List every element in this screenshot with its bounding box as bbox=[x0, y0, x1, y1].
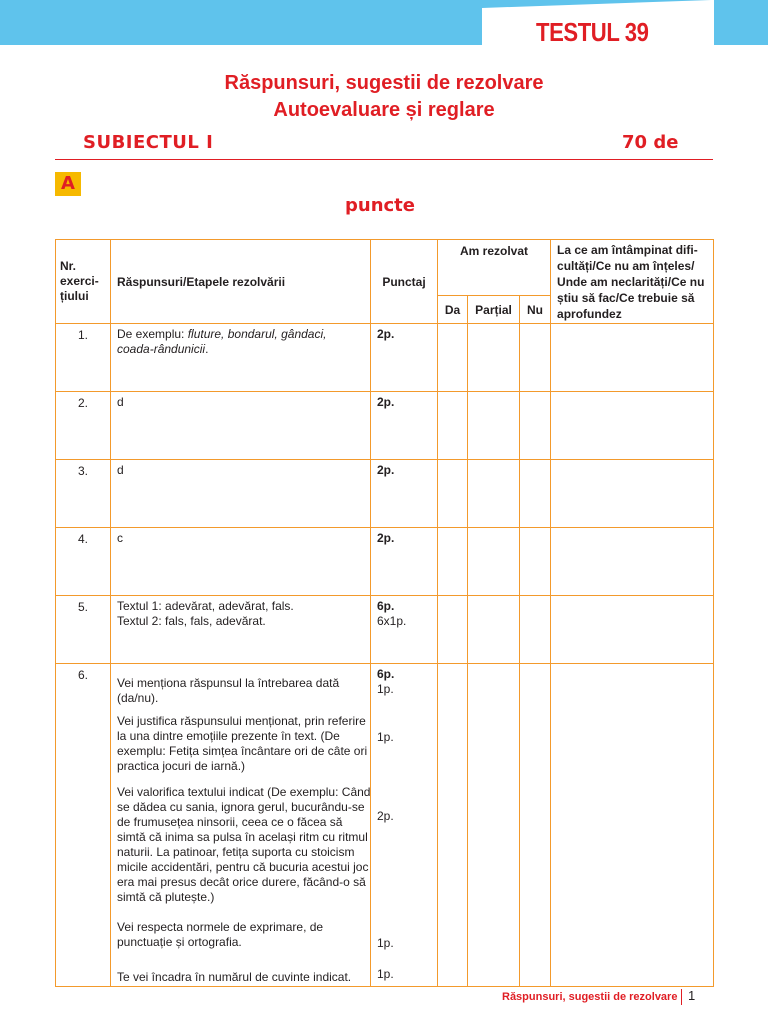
check-partial[interactable] bbox=[468, 392, 520, 460]
header-nr: Nr. exerci-țiului bbox=[56, 240, 111, 324]
check-yes[interactable] bbox=[438, 596, 468, 664]
difficulty-notes[interactable] bbox=[551, 392, 714, 460]
answer-part: Vei menționa răspunsul la întrebarea dată (da/nu). bbox=[117, 676, 340, 705]
footer-title: Răspunsuri, sugestii de rezolvare bbox=[502, 991, 678, 1003]
header-no: Nu bbox=[520, 296, 551, 324]
score-total: 6p. bbox=[377, 599, 395, 613]
difficulty-notes[interactable] bbox=[551, 460, 714, 528]
answer-line: Textul 2: fals, fals, adevărat. bbox=[117, 614, 266, 628]
check-yes[interactable] bbox=[438, 392, 468, 460]
page-title: Răspunsuri, sugestii de rezolvare bbox=[224, 72, 544, 94]
check-yes[interactable] bbox=[438, 460, 468, 528]
check-partial[interactable] bbox=[468, 460, 520, 528]
check-no[interactable] bbox=[520, 460, 551, 528]
check-no[interactable] bbox=[520, 324, 551, 392]
section-badge: A bbox=[55, 172, 81, 196]
row-answer bbox=[111, 324, 371, 392]
answer-italic: fluture, bondarul, gândaci, coada-rândunicii bbox=[117, 327, 327, 356]
row-nr: 3. bbox=[56, 460, 111, 528]
check-yes[interactable] bbox=[438, 528, 468, 596]
table-row bbox=[56, 596, 714, 664]
header-solved: Am rezolvat bbox=[438, 240, 551, 296]
check-no[interactable] bbox=[520, 596, 551, 664]
score-part: 1p. bbox=[377, 936, 394, 950]
difficulty-notes[interactable] bbox=[551, 596, 714, 664]
table-row bbox=[56, 664, 714, 987]
subject-heading: SUBIECTUL I bbox=[83, 132, 214, 153]
row-score: 2p. bbox=[371, 528, 438, 596]
answer-suffix: . bbox=[205, 342, 209, 356]
row-answer: d bbox=[111, 460, 371, 528]
check-no[interactable] bbox=[520, 664, 551, 987]
difficulty-notes[interactable] bbox=[551, 528, 714, 596]
check-partial[interactable] bbox=[468, 596, 520, 664]
header-partial: Parțial bbox=[468, 296, 520, 324]
heading-rule bbox=[55, 159, 713, 160]
header-yes: Da bbox=[438, 296, 468, 324]
row-score: 2p. bbox=[371, 324, 438, 392]
check-yes[interactable] bbox=[438, 324, 468, 392]
score-part: 2p. bbox=[377, 809, 394, 823]
row-answer bbox=[111, 664, 371, 987]
page-number: 1 bbox=[688, 988, 696, 1003]
answer-line: Textul 1: adevărat, adevărat, fals. bbox=[117, 599, 294, 613]
row-answer: c bbox=[111, 528, 371, 596]
score-part: 1p. bbox=[377, 682, 394, 696]
answer-prefix: De exemplu: bbox=[117, 327, 188, 341]
score-part: 1p. bbox=[377, 967, 394, 981]
answer-part: Te vei încadra în numărul de cuvinte indicat. bbox=[117, 970, 352, 984]
page-subtitle: Autoevaluare și reglare bbox=[273, 99, 495, 121]
check-yes[interactable] bbox=[438, 664, 468, 987]
check-partial[interactable] bbox=[468, 324, 520, 392]
score-detail: 6x1p. bbox=[377, 614, 407, 628]
subject-points-line1: 70 de bbox=[622, 132, 679, 153]
header-answers: Răspunsuri/Etapele rezolvării bbox=[111, 240, 371, 324]
row-nr: 5. bbox=[56, 596, 111, 664]
answer-part: Vei justifica răspunsului menționat, prin referire la una dintre emoțiile prezente în text. (De exemplu: Fetița simțea încântare ori de câte ori practica jocuri de iarnă.) bbox=[117, 714, 368, 773]
table-row bbox=[56, 460, 714, 528]
row-nr: 1. bbox=[56, 324, 111, 392]
table-row bbox=[56, 324, 714, 392]
check-partial[interactable] bbox=[468, 528, 520, 596]
answer-part: Vei valorifica textului indicat (De exemplu: Când se dădea cu sania, ignora gerul, bucurându-se de frumusețea ninsorii, ceea ce o făcea să simtă că inima sa pulsa în același ritm cu ritmul naturii. La patinoar, fetița suporta cu stoicism micile accidentări, pentru că bucuria acestui joc era mai presus decât orice durere, făcând-o să simtă că plutește.) bbox=[117, 785, 371, 904]
check-no[interactable] bbox=[520, 392, 551, 460]
row-nr: 4. bbox=[56, 528, 111, 596]
subject-points-line2: puncte bbox=[345, 195, 415, 216]
row-score: 2p. bbox=[371, 460, 438, 528]
score-total: 6p. bbox=[377, 667, 395, 681]
test-title: TESTUL 39 bbox=[536, 17, 649, 47]
row-score bbox=[371, 596, 438, 664]
difficulty-notes[interactable] bbox=[551, 664, 714, 987]
header-difficulties: La ce am întâmpinat difi-cultăți/Ce nu am înțeles/ Unde am neclarități/Ce nu știu să fac/Ce trebuie să aprofundez bbox=[551, 240, 714, 324]
header-score: Punctaj bbox=[371, 240, 438, 324]
score-part: 1p. bbox=[377, 730, 394, 744]
footer-divider bbox=[681, 989, 682, 1005]
answer-part: Vei respecta normele de exprimare, de punctuație și ortografia. bbox=[117, 920, 324, 949]
row-answer bbox=[111, 596, 371, 664]
difficulty-notes[interactable] bbox=[551, 324, 714, 392]
check-no[interactable] bbox=[520, 528, 551, 596]
row-score: 2p. bbox=[371, 392, 438, 460]
row-nr: 2. bbox=[56, 392, 111, 460]
table-row bbox=[56, 392, 714, 460]
table-row bbox=[56, 528, 714, 596]
answers-table bbox=[55, 239, 714, 987]
check-partial[interactable] bbox=[468, 664, 520, 987]
row-nr: 6. bbox=[56, 664, 111, 987]
row-answer: d bbox=[111, 392, 371, 460]
row-score bbox=[371, 664, 438, 987]
